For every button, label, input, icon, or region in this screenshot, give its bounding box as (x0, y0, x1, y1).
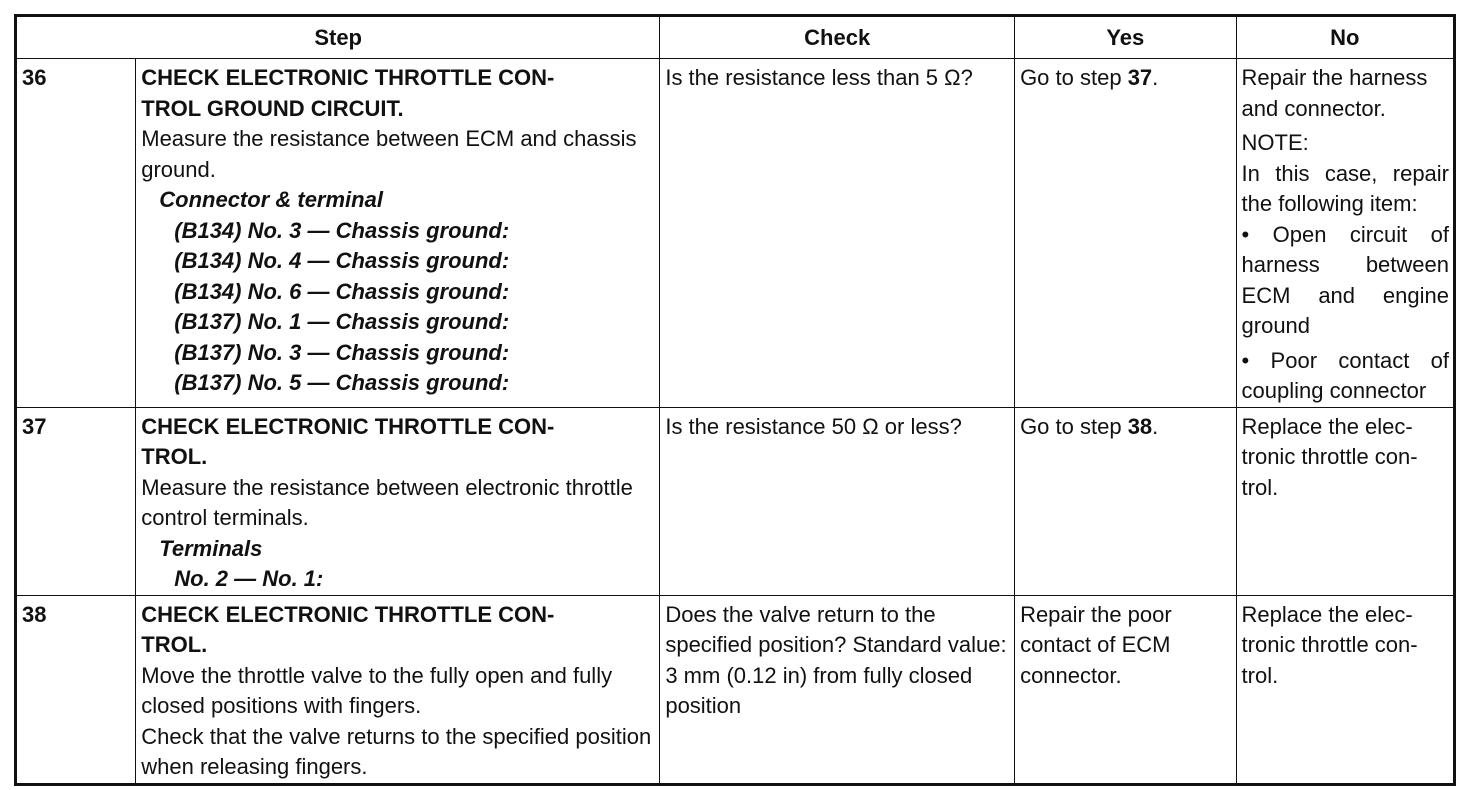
check-cell (660, 407, 1015, 595)
no-text-line: tronic throttle con- (1241, 444, 1418, 469)
note-label: NOTE: (1241, 130, 1309, 155)
terminal-item: (B137) No. 1 — Chassis ground: (174, 309, 510, 334)
diagnostic-table (14, 14, 1456, 786)
step-description (136, 595, 660, 784)
no-cell (1236, 595, 1454, 784)
check-text: Does the valve return to the specified position? Standard value: 3 mm (0.12 in) from fully closed position (665, 601, 1007, 718)
yes-suffix: . (1152, 413, 1159, 439)
table-row-37 (16, 407, 1455, 595)
yes-step-link: 37 (1127, 65, 1153, 90)
step-number: 36 (16, 59, 136, 408)
table-row-36 (16, 59, 1455, 408)
step-title-line: CHECK ELECTRONIC THROTTLE CON- (141, 601, 555, 627)
yes-step-link: 38 (1127, 413, 1153, 439)
step-title-line: CHECK ELECTRONIC THROTTLE CON- (141, 65, 555, 90)
step-number: 38 (16, 595, 136, 784)
terminal-item: (B134) No. 6 — Chassis ground: (174, 278, 510, 304)
terminal-item: (B137) No. 5 — Chassis ground: (174, 370, 510, 395)
header-check: Check (660, 16, 1015, 59)
terminal-label: Terminals (159, 535, 263, 561)
terminal-item: (B137) No. 3 — Chassis ground: (174, 339, 510, 365)
no-text-line: tronic throttle con- (1241, 632, 1418, 657)
check-text: Is the resistance 50 Ω or less? (665, 413, 962, 439)
step-instruction: Check that the valve returns to the specified position when releasing fingers. (141, 723, 652, 779)
no-cell (1236, 59, 1454, 408)
step-number: 37 (16, 407, 136, 595)
note-bullet: • Poor contact of coupling connector (1241, 347, 1449, 403)
no-text-line: trol. (1241, 662, 1279, 688)
yes-cell (1015, 407, 1236, 595)
yes-suffix: . (1152, 65, 1159, 90)
terminal-item: (B134) No. 3 — Chassis ground: (174, 217, 510, 243)
header-row (16, 16, 1455, 59)
no-text-line: Replace the elec- (1241, 413, 1413, 439)
yes-text: Go to step (1020, 65, 1128, 90)
step-instruction: Measure the resistance between ECM and chassis ground. (141, 126, 637, 182)
step-instruction: Move the throttle valve to the fully open and fully closed positions with fingers. (141, 662, 613, 718)
yes-text: Repair the poor contact of ECM connector. (1020, 601, 1172, 688)
note-bullet: • Open circuit of harness between ECM and engine ground (1241, 221, 1449, 338)
step-description (136, 59, 660, 408)
step-title-line: CHECK ELECTRONIC THROTTLE CON- (141, 413, 555, 439)
terminal-item: No. 2 — No. 1: (174, 566, 324, 591)
header-yes: Yes (1015, 16, 1236, 59)
step-instruction: Measure the resistance between electronic throttle control terminals. (141, 474, 633, 530)
step-title-line: TROL GROUND CIRCUIT. (141, 95, 404, 121)
step-description (136, 407, 660, 595)
terminal-item: (B134) No. 4 — Chassis ground: (174, 248, 510, 273)
no-cell (1236, 407, 1454, 595)
yes-text: Go to step (1020, 413, 1128, 439)
terminal-label: Connector & terminal (159, 187, 383, 212)
yes-cell (1015, 59, 1236, 408)
no-text-line: trol. (1241, 474, 1279, 500)
check-cell (660, 59, 1015, 408)
no-text: Repair the harness and connector. (1241, 65, 1428, 121)
no-text-line: Replace the elec- (1241, 601, 1413, 627)
step-title-line: TROL. (141, 444, 208, 469)
yes-cell (1015, 595, 1236, 784)
step-title-line: TROL. (141, 632, 208, 657)
check-cell (660, 595, 1015, 784)
header-no: No (1236, 16, 1454, 59)
header-step: Step (16, 16, 660, 59)
check-text: Is the resistance less than 5 Ω? (665, 65, 973, 90)
note-text: In this case, repair the following item: (1241, 160, 1449, 216)
table-row-38 (16, 595, 1455, 784)
